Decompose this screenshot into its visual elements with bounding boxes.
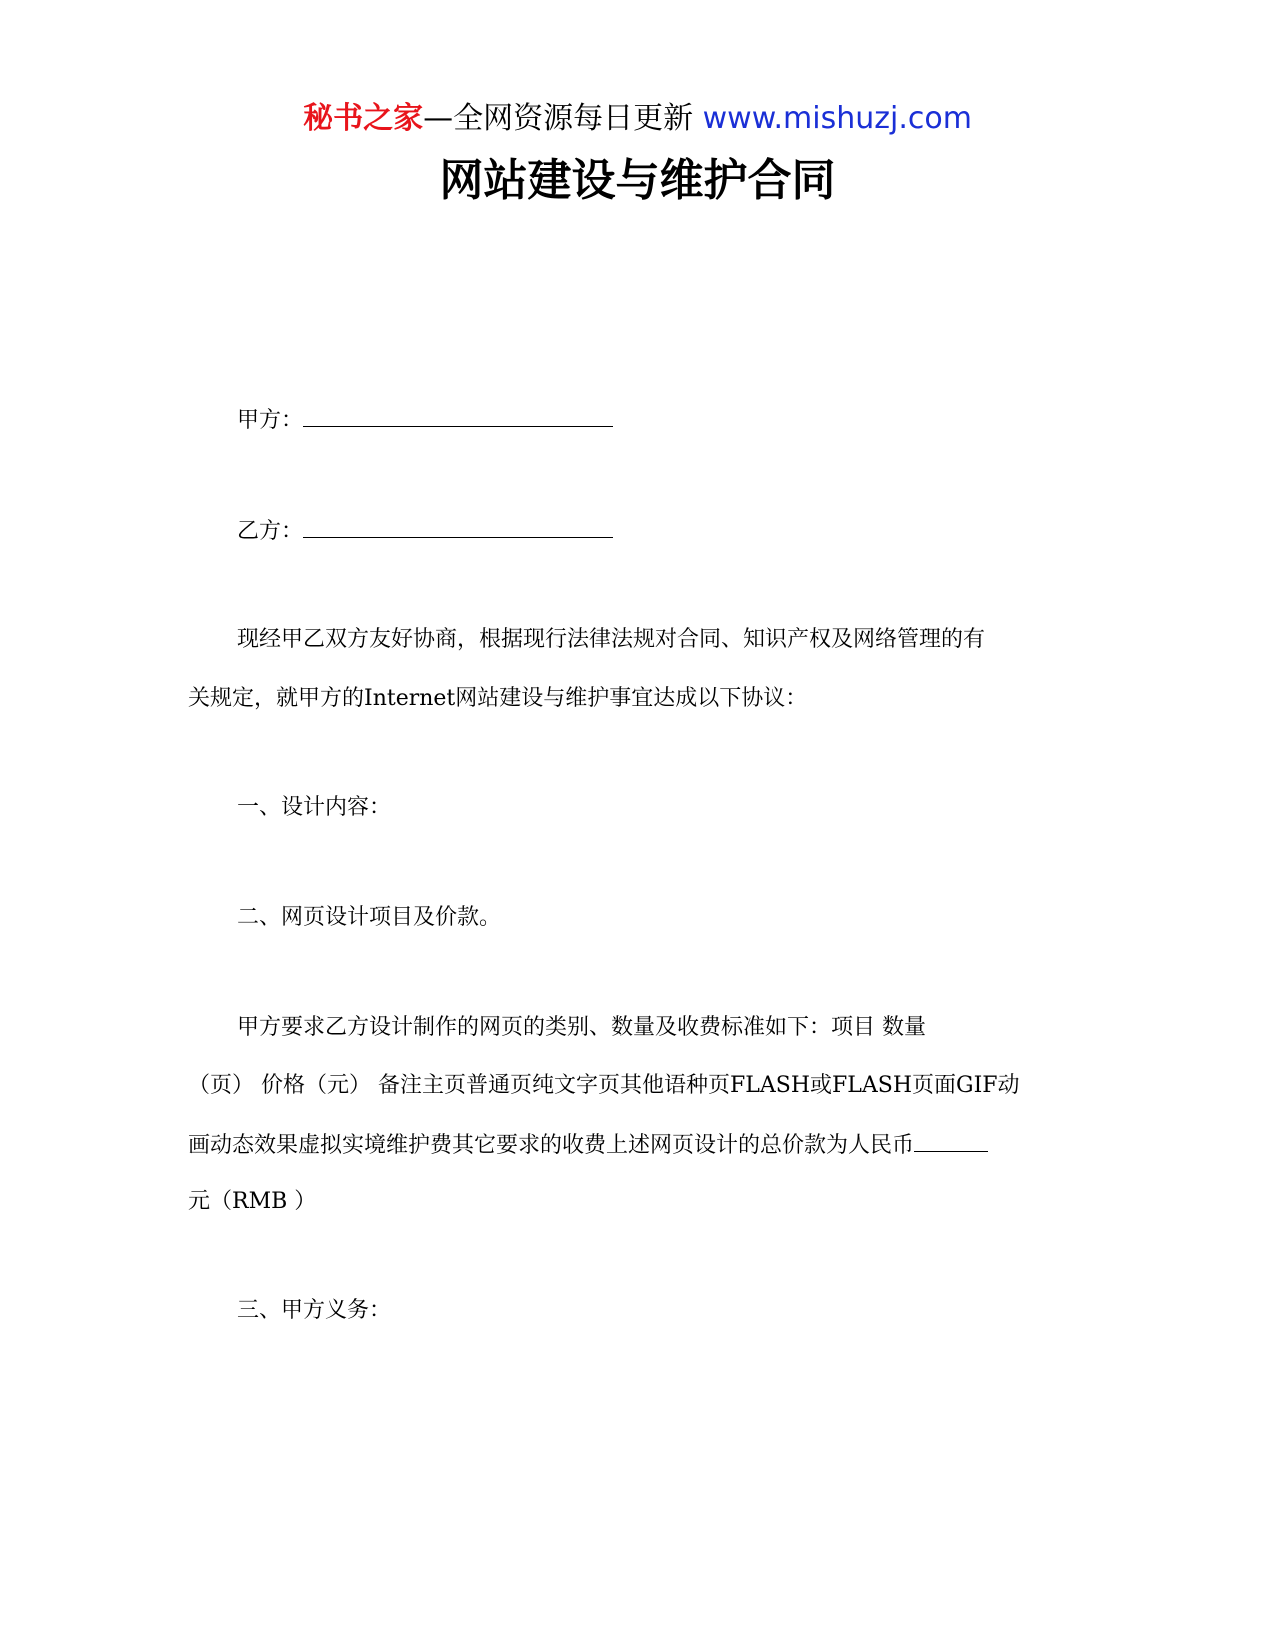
site-header xyxy=(0,98,1275,140)
document-title: 网站建设与维护合同 xyxy=(439,155,836,206)
site-url-link[interactable]: www.mishuzj.com xyxy=(702,101,972,136)
party-a-label: 甲方： xyxy=(237,408,304,433)
pricing-paragraph-line-2: （页） 价格（元） 备注主页普通页纯文字页其他语种页FLASH或FLASH页面GIF动 xyxy=(188,1073,1020,1098)
party-a-line xyxy=(237,404,1137,436)
party-b-label: 乙方： xyxy=(237,519,304,544)
section-3-heading: 三、甲方义务： xyxy=(237,1298,392,1323)
party-a-blank xyxy=(303,404,613,427)
total-price-blank xyxy=(914,1129,988,1152)
pricing-paragraph-line-4: 元（RMB ） xyxy=(188,1189,317,1214)
pricing-line-3-text: 画动态效果虚拟实境维护费其它要求的收费上述网页设计的总价款为人民币 xyxy=(188,1133,915,1158)
intro-paragraph-line-2: 关规定，就甲方的Internet网站建设与维护事宜达成以下协议： xyxy=(188,686,808,711)
section-1-heading: 一、设计内容： xyxy=(237,795,392,820)
party-b-line xyxy=(237,515,1137,547)
section-2-heading: 二、网页设计项目及价款。 xyxy=(237,905,502,930)
intro-paragraph-line-1: 现经甲乙双方友好协商，根据现行法律法规对合同、知识产权及网络管理的有 xyxy=(237,627,986,652)
site-slogan: —全网资源每日更新 xyxy=(423,101,703,136)
party-b-blank xyxy=(303,515,613,538)
pricing-paragraph-line-1: 甲方要求乙方设计制作的网页的类别、数量及收费标准如下：项目 数量 xyxy=(237,1015,926,1040)
site-name: 秘书之家 xyxy=(303,101,424,136)
pricing-paragraph-line-3 xyxy=(188,1129,1088,1161)
